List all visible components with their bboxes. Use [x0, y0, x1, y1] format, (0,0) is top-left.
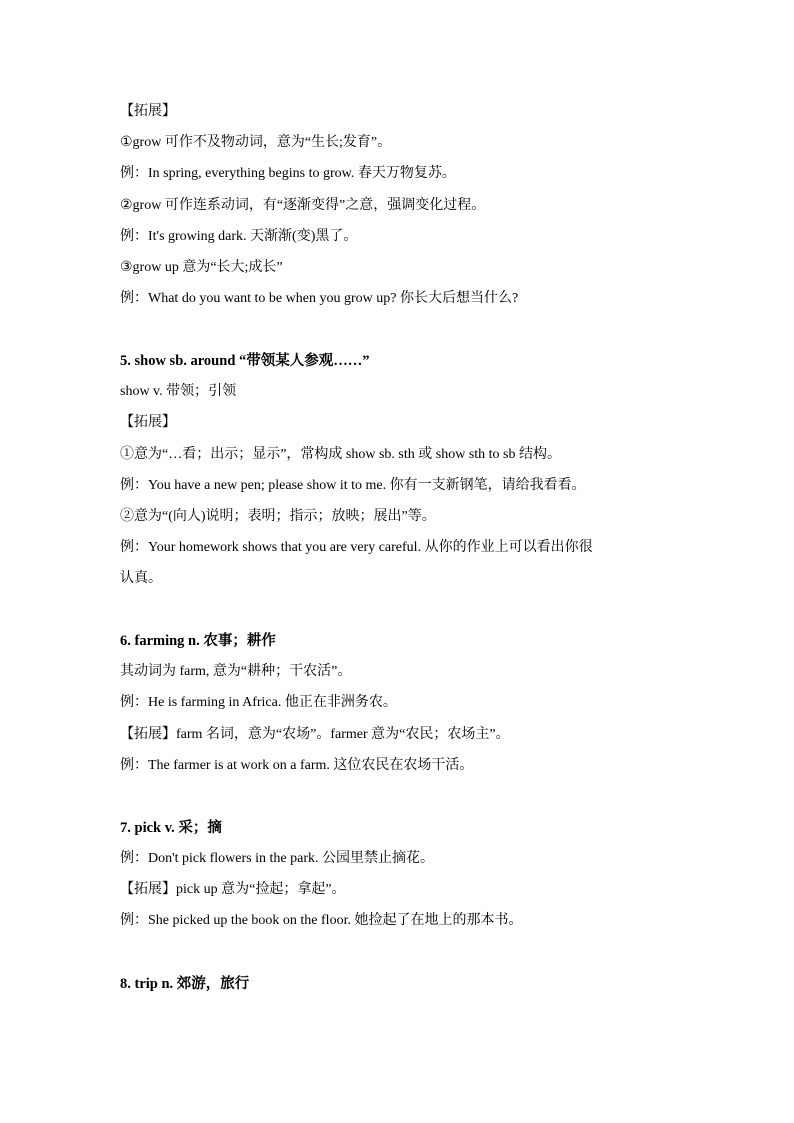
body-text: show v. 带领；引领 [120, 384, 237, 399]
section-heading: 8. trip n. 郊游，旅行 [120, 976, 250, 992]
section-heading: 5. show sb. around “带领某人参观……” [120, 353, 370, 369]
example-sentence: 例：Don't pick flowers in the park. 公园里禁止摘花。 [120, 851, 434, 866]
example-sentence: 例：The farmer is at work on a farm. 这位农民在农场干活。 [120, 758, 474, 773]
expand-label: 【拓展】 [120, 104, 176, 119]
section-heading: 6. farming n. 农事；耕作 [120, 633, 276, 649]
body-text: ①grow 可作不及物动词，意为“生长;发育”。 [120, 135, 392, 150]
body-text: ①意为“…看；出示；显示”，常构成 show sb. sth 或 show sth to sb 结构。 [120, 447, 562, 462]
example-sentence: 例：What do you want to be when you grow up? 你长大后想当什么? [120, 291, 519, 306]
body-text: ②grow 可作连系动词，有“逐渐变得”之意，强调变化过程。 [120, 198, 486, 213]
expand-label: 【拓展】 [120, 415, 176, 430]
example-sentence: 例：In spring, everything begins to grow. 春天万物复苏。 [120, 166, 456, 181]
body-text: 【拓展】pick up 意为“捡起；拿起”。 [120, 882, 346, 897]
example-sentence: 例：It's growing dark. 天渐渐(变)黑了。 [120, 229, 358, 244]
example-sentence: 例：You have a new pen; please show it to me. 你有一支新钢笔，请给我看看。 [120, 478, 586, 493]
section-heading: 7. pick v. 采；摘 [120, 820, 222, 836]
example-sentence: 例：She picked up the book on the floor. 她捡起了在地上的那本书。 [120, 913, 523, 928]
example-sentence: 例：Your homework shows that you are very careful. 从你的作业上可以看出你很 [120, 540, 593, 555]
body-text: ②意为“(向人)说明；表明；指示；放映；展出”等。 [120, 509, 436, 524]
example-sentence-continued: 认真。 [120, 571, 162, 586]
body-text: 【拓展】farm 名词，意为“农场”。farmer 意为“农民；农场主”。 [120, 727, 510, 742]
body-text: 其动词为 farm, 意为“耕种；干农活”。 [120, 664, 352, 679]
body-text: ③grow up 意为“长大;成长” [120, 260, 283, 275]
example-sentence: 例：He is farming in Africa. 他正在非洲务农。 [120, 695, 397, 710]
